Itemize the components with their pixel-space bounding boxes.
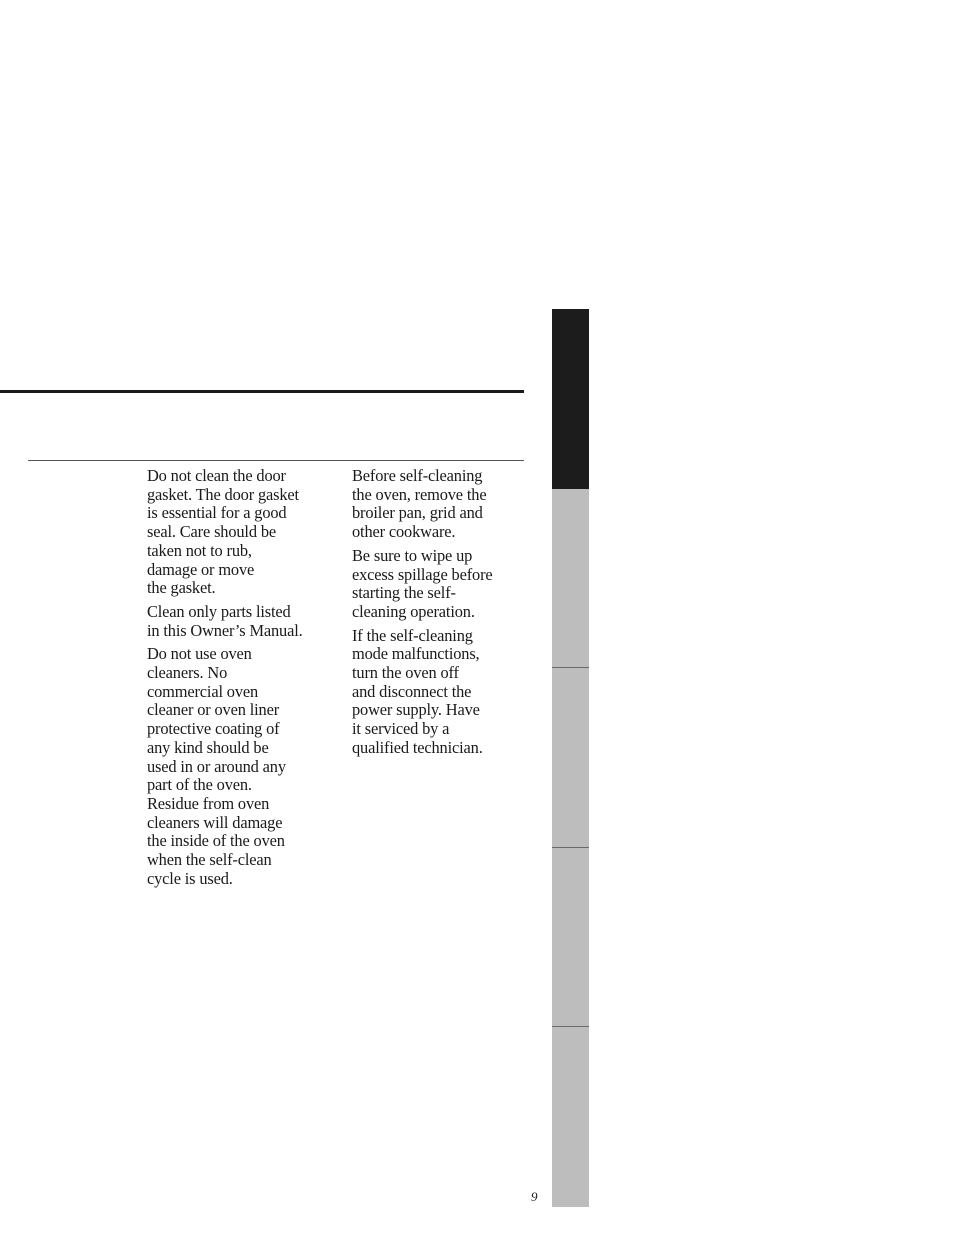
text-column-left — [147, 467, 325, 893]
paragraph-wipe-spillage: Be sure to wipe up excess spillage before starting the self- cleaning operation. — [352, 545, 493, 621]
paragraph-malfunction: If the self-cleaning mode malfunctions, turn the oven off and disconnect the power supply. Have it serviced by a qualified technician. — [352, 625, 483, 757]
page-number: 9 — [531, 1189, 538, 1204]
section-tab-3 — [552, 668, 589, 847]
paragraph-remove-cookware: Before self-cleaning the oven, remove the broiler pan, grid and other cookware. — [352, 466, 487, 542]
paragraph-clean-parts: Clean only parts listed in this Owner’s Manual. — [147, 601, 303, 640]
section-tab-active — [552, 309, 589, 489]
section-tab-5 — [552, 1027, 589, 1207]
section-rule-thick — [0, 390, 524, 393]
text-column-right — [352, 467, 514, 763]
paragraph-oven-cleaners: Do not use oven cleaners. No commercial oven cleaner or oven liner protective coating of any kind should be used in or around any part of the oven. Residue from oven cleaners will damage the inside of the oven when the self-clean cycle is used. — [147, 644, 286, 888]
section-rule-thin — [28, 460, 524, 461]
section-tab-strip — [552, 309, 589, 1207]
section-tab-4 — [552, 848, 589, 1026]
paragraph-door-gasket: Do not clean the door gasket. The door gasket is essential for a good seal. Care should be taken not to rub, damage or move the gasket. — [147, 466, 299, 598]
section-tab-2 — [552, 489, 589, 667]
